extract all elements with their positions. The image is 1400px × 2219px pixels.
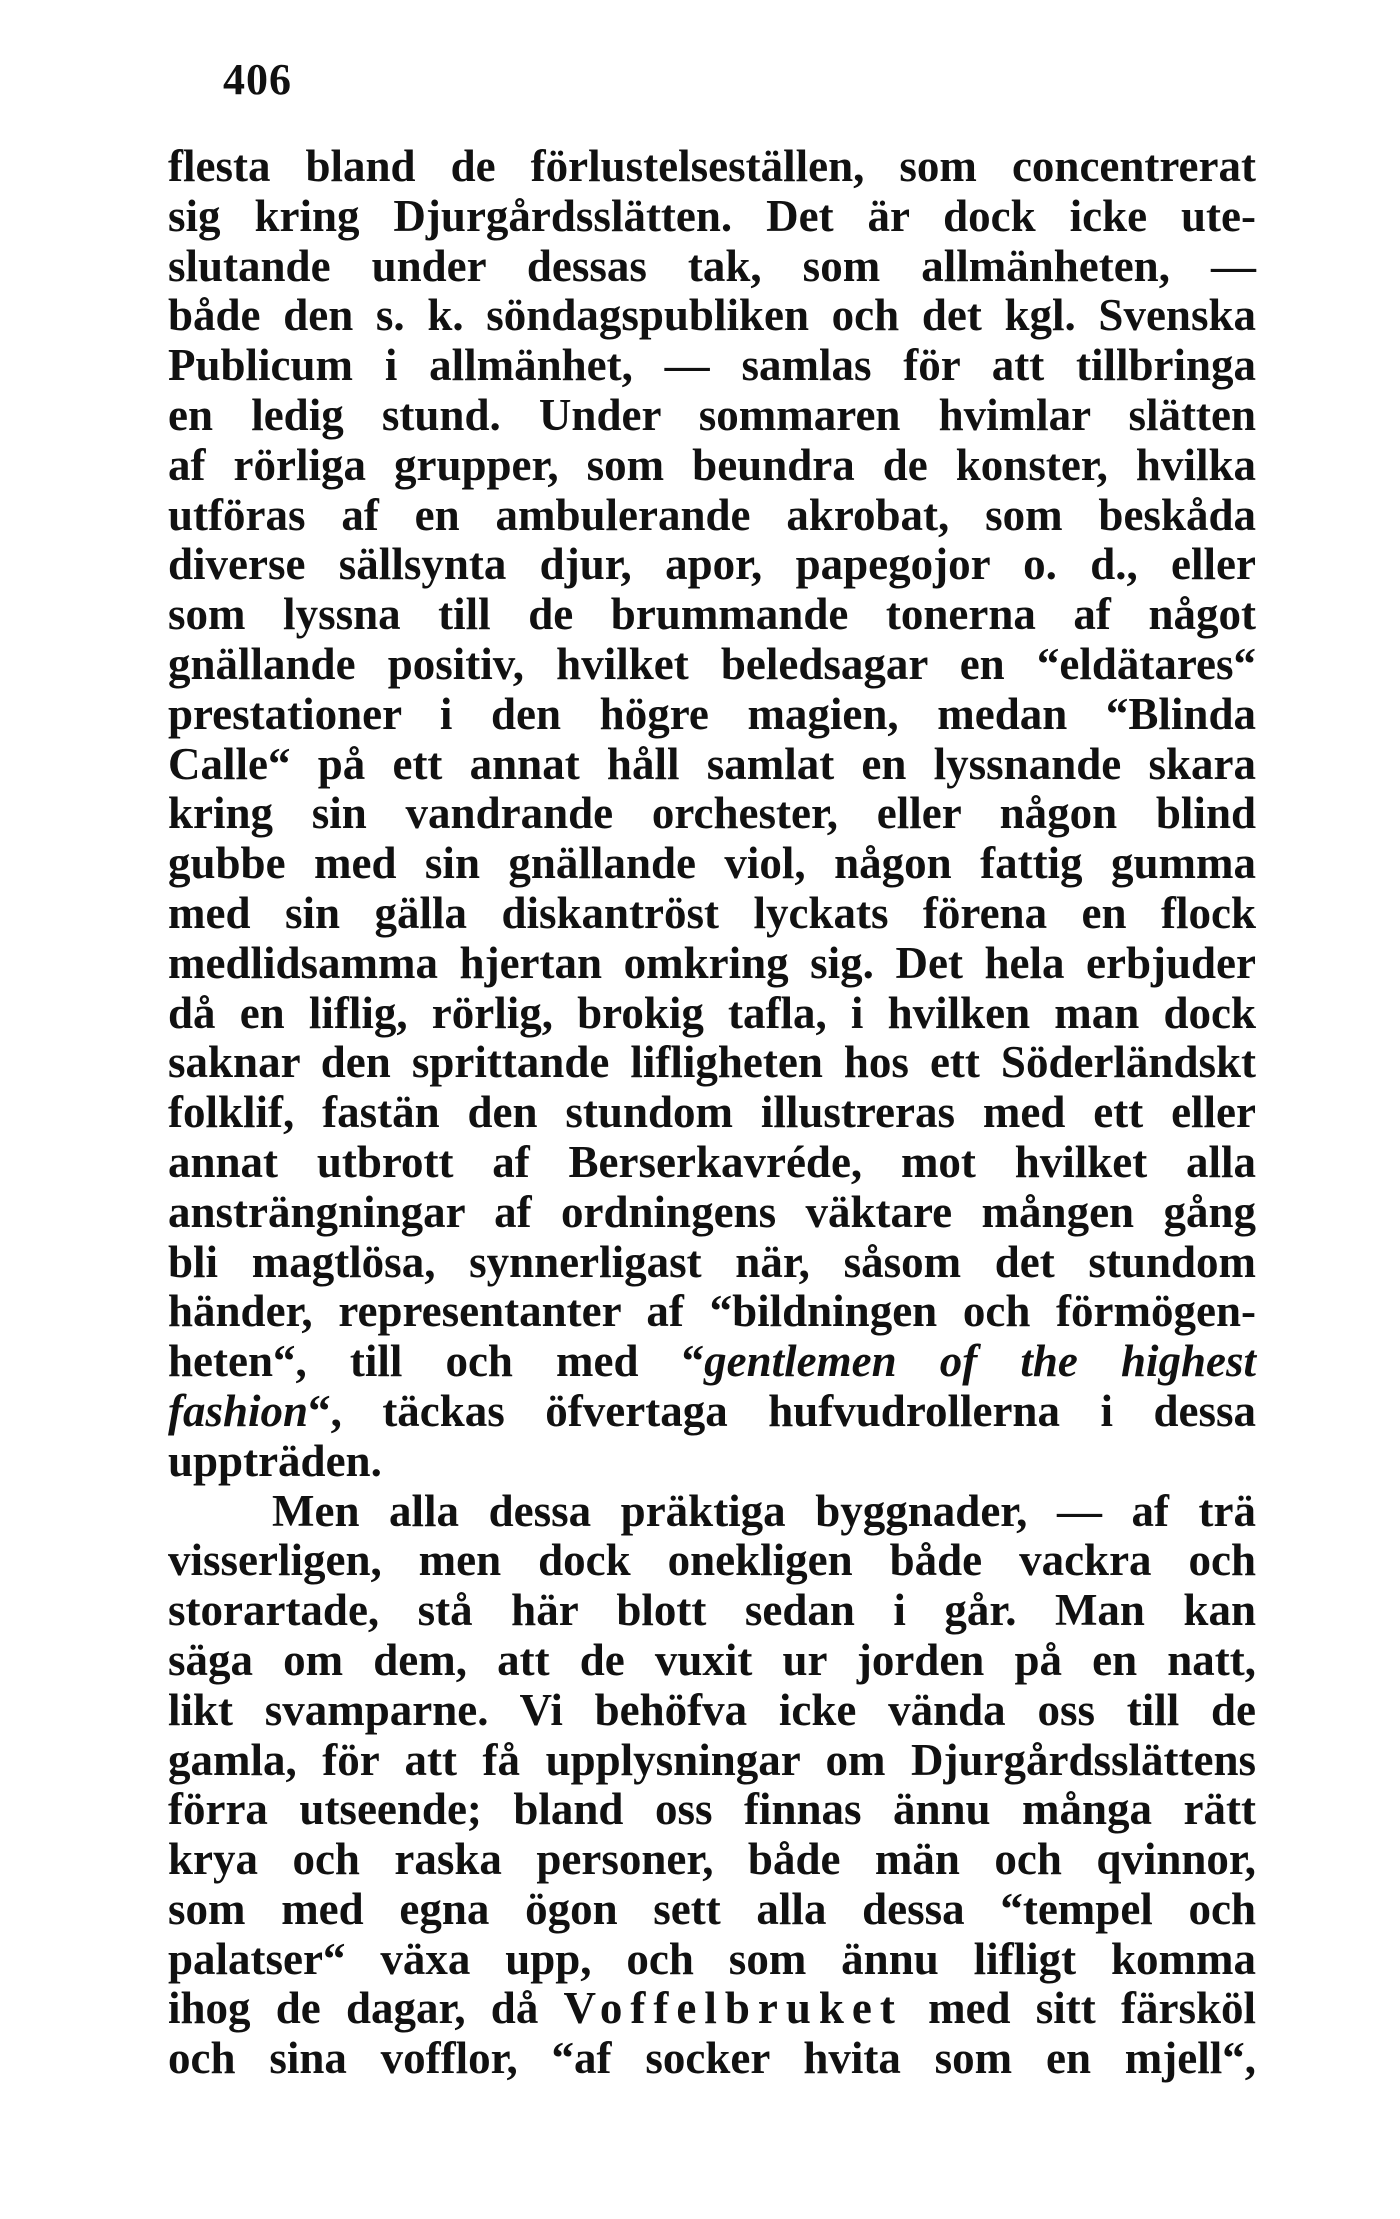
text-line: medlidsamma hjertan omkring sig. Det hela erbjuder xyxy=(168,937,1256,988)
text-line: annat utbrott af Berserkavréde, mot hvilket alla xyxy=(168,1136,1256,1187)
italic-phrase: gentlemen of the highest xyxy=(704,1336,1256,1387)
text-line: folklif, fastän den stundom illustreras med ett eller xyxy=(168,1087,1256,1138)
text-line: Calle“ på ett annat håll samlat en lyssnande skara xyxy=(168,738,1256,789)
text-line: likt svamparne. Vi behöfva icke vända oss till de xyxy=(168,1684,1256,1735)
text-line: flesta bland de förlustelseställen, som concentrerat xyxy=(168,141,1256,191)
text-line: Publicum i allmänhet, — samlas för att tillbringa xyxy=(168,340,1256,391)
text-line: utföras af en ambulerande akrobat, som beskåda xyxy=(168,489,1256,540)
text-line: af rörliga grupper, som beundra de konster, hvilka xyxy=(168,439,1256,490)
text-line: saknar den sprittande lifligheten hos ett Söderländskt xyxy=(168,1037,1256,1088)
text-line: slutande under dessas tak, som allmänheten, — xyxy=(168,240,1256,291)
text-line: diverse sällsynta djur, apor, papegojor o. d., eller xyxy=(168,539,1256,590)
text-line xyxy=(168,1984,1256,2034)
text-line: gamla, för att få upplysningar om Djurgårdsslättens xyxy=(168,1734,1256,1785)
text-line: både den s. k. söndagspubliken och det kgl. Svenska xyxy=(168,290,1256,341)
text-line: prestationer i den högre magien, medan “Blinda xyxy=(168,688,1256,739)
text-fragment: ihog de dagar, då xyxy=(168,1983,564,2034)
text-line: som lyssna till de brummande tonerna af något xyxy=(168,589,1256,640)
text-line: som med egna ögon sett alla dessa “tempel och xyxy=(168,1883,1256,1934)
text-line: Men alla dessa präktiga byggnader, — af trä xyxy=(272,1485,1256,1536)
text-line: förra utseende; bland oss finnas ännu många rätt xyxy=(168,1784,1256,1835)
text-line: gnällande positiv, hvilket beledsagar en “eldätares“ xyxy=(168,638,1256,689)
text-line: visserligen, men dock onekligen både vackra och xyxy=(168,1535,1256,1586)
text-line: krya och raska personer, både män och qvinnor, xyxy=(168,1834,1256,1885)
body-text xyxy=(168,142,1256,2084)
text-line xyxy=(168,1337,1256,1387)
text-line: och sina vofflor, “af socker hvita som en mjell“, xyxy=(168,2033,1256,2084)
text-line: med sin gälla diskantröst lyckats förena en flock xyxy=(168,887,1256,938)
text-line: palatser“ växa upp, och som ännu lifligt komma xyxy=(168,1933,1256,1984)
text-fragment: med sitt färsköl xyxy=(902,1983,1256,2034)
text-line: uppträden. xyxy=(168,1435,382,1486)
text-fragment: “, täckas öfvertaga hufvudrollerna i dessa xyxy=(308,1385,1256,1436)
text-line: ansträngningar af ordningens väktare mången gång xyxy=(168,1186,1256,1237)
text-line: händer, representanter af “bildningen och förmögen- xyxy=(168,1286,1256,1337)
text-line: då en liflig, rörlig, brokig tafla, i hvilken man dock xyxy=(168,987,1256,1038)
text-line xyxy=(168,1387,1256,1437)
text-line: en ledig stund. Under sommaren hvimlar slätten xyxy=(168,389,1256,440)
page-number: 406 xyxy=(223,55,292,104)
text-line: bli magtlösa, synnerligast när, såsom det stundom xyxy=(168,1236,1256,1287)
spaced-word: Voffelbruket xyxy=(563,1983,903,2034)
text-line: gubbe med sin gnällande viol, någon fattig gumma xyxy=(168,838,1256,889)
italic-phrase: fashion xyxy=(168,1385,309,1436)
text-fragment: heten“, till och med “ xyxy=(168,1336,705,1387)
text-line: sig kring Djurgårdsslätten. Det är dock icke ute- xyxy=(168,190,1256,241)
text-line: storartade, stå här blott sedan i går. Man kan xyxy=(168,1585,1256,1636)
text-line: säga om dem, att de vuxit ur jorden på en natt, xyxy=(168,1634,1256,1685)
text-line: kring sin vandrande orchester, eller någon blind xyxy=(168,788,1256,839)
